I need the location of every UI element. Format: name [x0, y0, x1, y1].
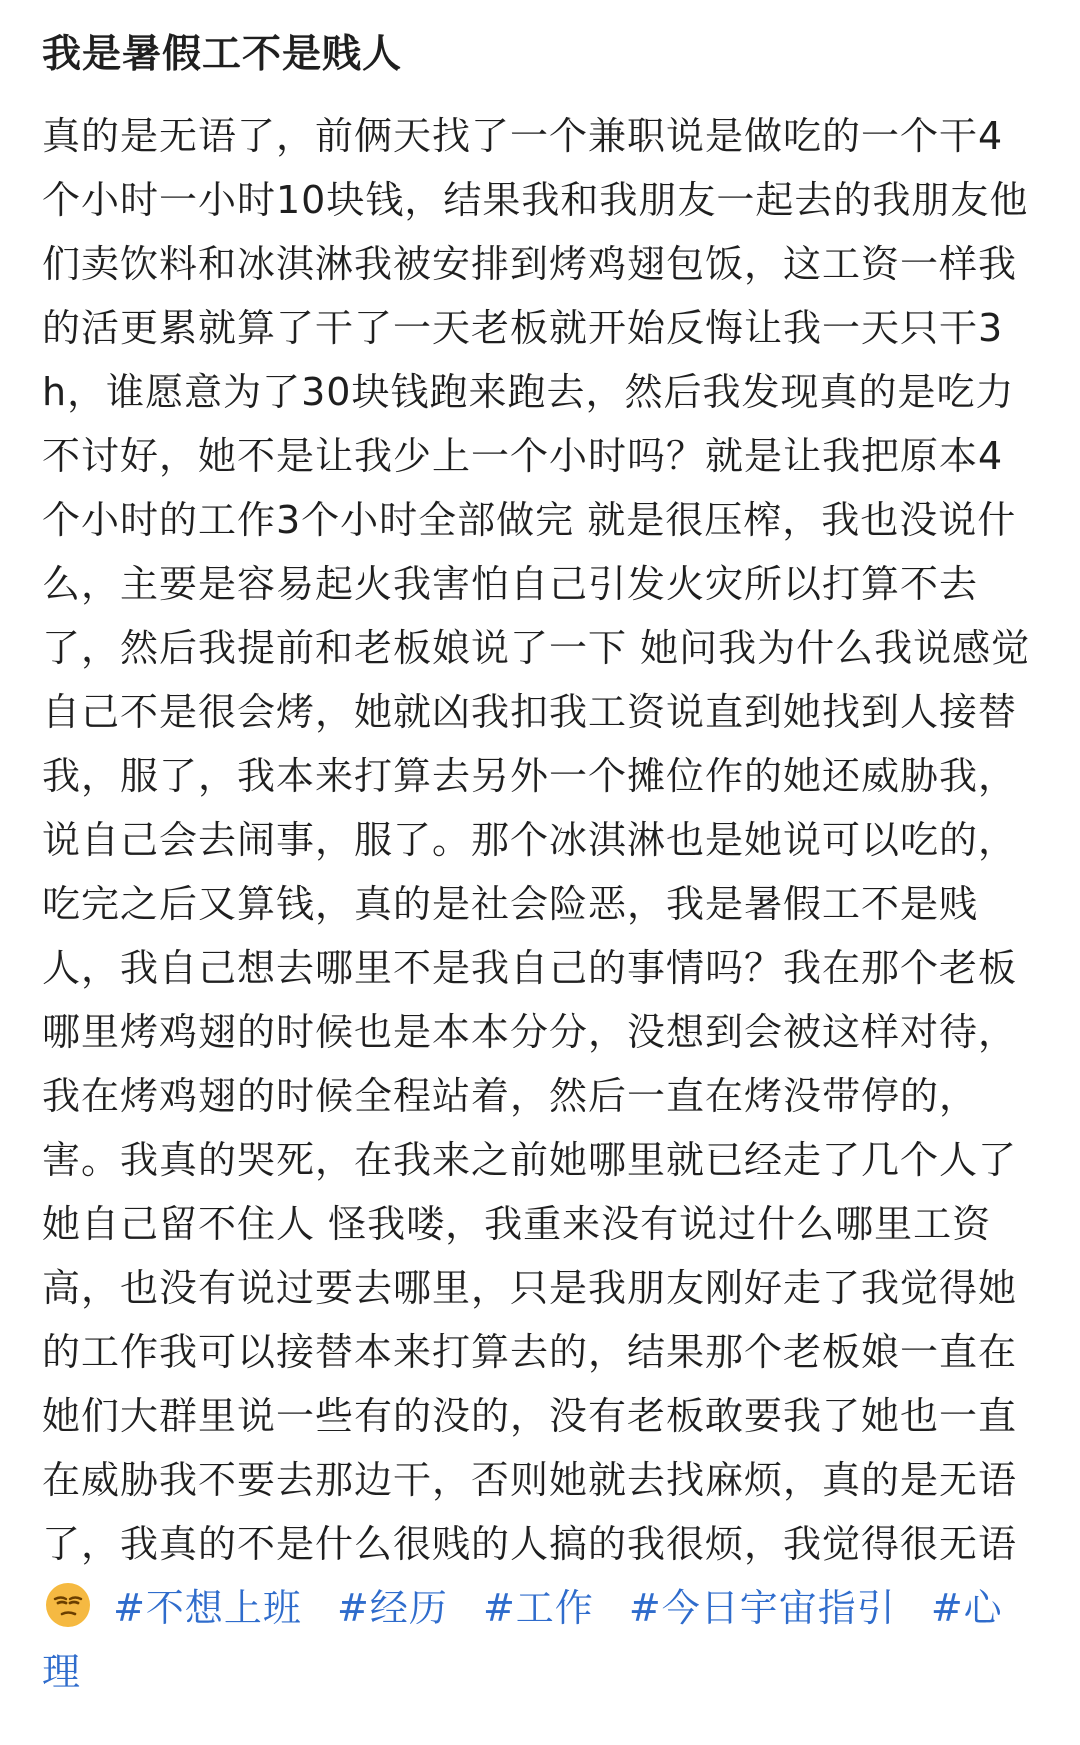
- post-body: [42, 104, 1042, 1704]
- unamused-face-icon: [46, 1583, 90, 1627]
- tag-gongzuo[interactable]: #工作: [482, 1586, 594, 1630]
- post-card: [42, 22, 1042, 1704]
- tag-jingli[interactable]: #经历: [337, 1586, 448, 1630]
- tag-jinri-yuzhou-zhiyin[interactable]: #今日宇宙指引: [628, 1586, 896, 1630]
- tag-xinli[interactable]: #心理: [42, 1586, 1003, 1694]
- tag-buxiangshangban[interactable]: #不想上班: [113, 1586, 302, 1630]
- tag-list: [42, 1586, 1003, 1694]
- post-text: 真的是无语了，前俩天找了一个兼职说是做吃的一个干4个小时一小时10块钱，结果我和我朋友一起去的我朋友他们卖饮料和冰淇淋我被安排到烤鸡翅包饭，这工资一样我的活更累就算了干了一天老板就开始反悔让我一天只干3h，谁愿意为了30块钱跑来跑去，然后我发现真的是吃力不讨好，她不是让我少上一个小时吗？就是让我把原本4个小时的工作3个小时全部做完 就是很压榨，我也没说什么，主要是容易起火我害怕自己引发火灾所以打算不去了，然后我提前和老板娘说了一下 她问我为什么我说感觉自己不是很会烤，她就凶我扣我工资说直到她找到人接替我，服了，我本来打算去另外一个摊位作的她还威胁我，说自己会去闹事，服了。那个冰淇淋也是她说可以吃的，吃完之后又算钱，真的是社会险恶，我是暑假工不是贱人，我自己想去哪里不是我自己的事情吗？我在那个老板哪里烤鸡翅的时候也是本本分分，没想到会被这样对待，我在烤鸡翅的时候全程站着，然后一直在烤没带停的，害。我真的哭死，在我来之前她哪里就已经走了几个人了她自己留不住人 怪我喽，我重来没有说过什么哪里工资高，也没有说过要去哪里，只是我朋友刚好走了我觉得她的工作我可以接替本来打算去的，结果那个老板娘一直在她们大群里说一些有的没的，没有老板敢要我了她也一直在威胁我不要去那边干，否则她就去找麻烦，真的是无语了，我真的不是什么很贱的人搞的我很烦，我觉得很无语: [42, 114, 1031, 1566]
- post-title: 我是暑假工不是贱人: [42, 32, 403, 77]
